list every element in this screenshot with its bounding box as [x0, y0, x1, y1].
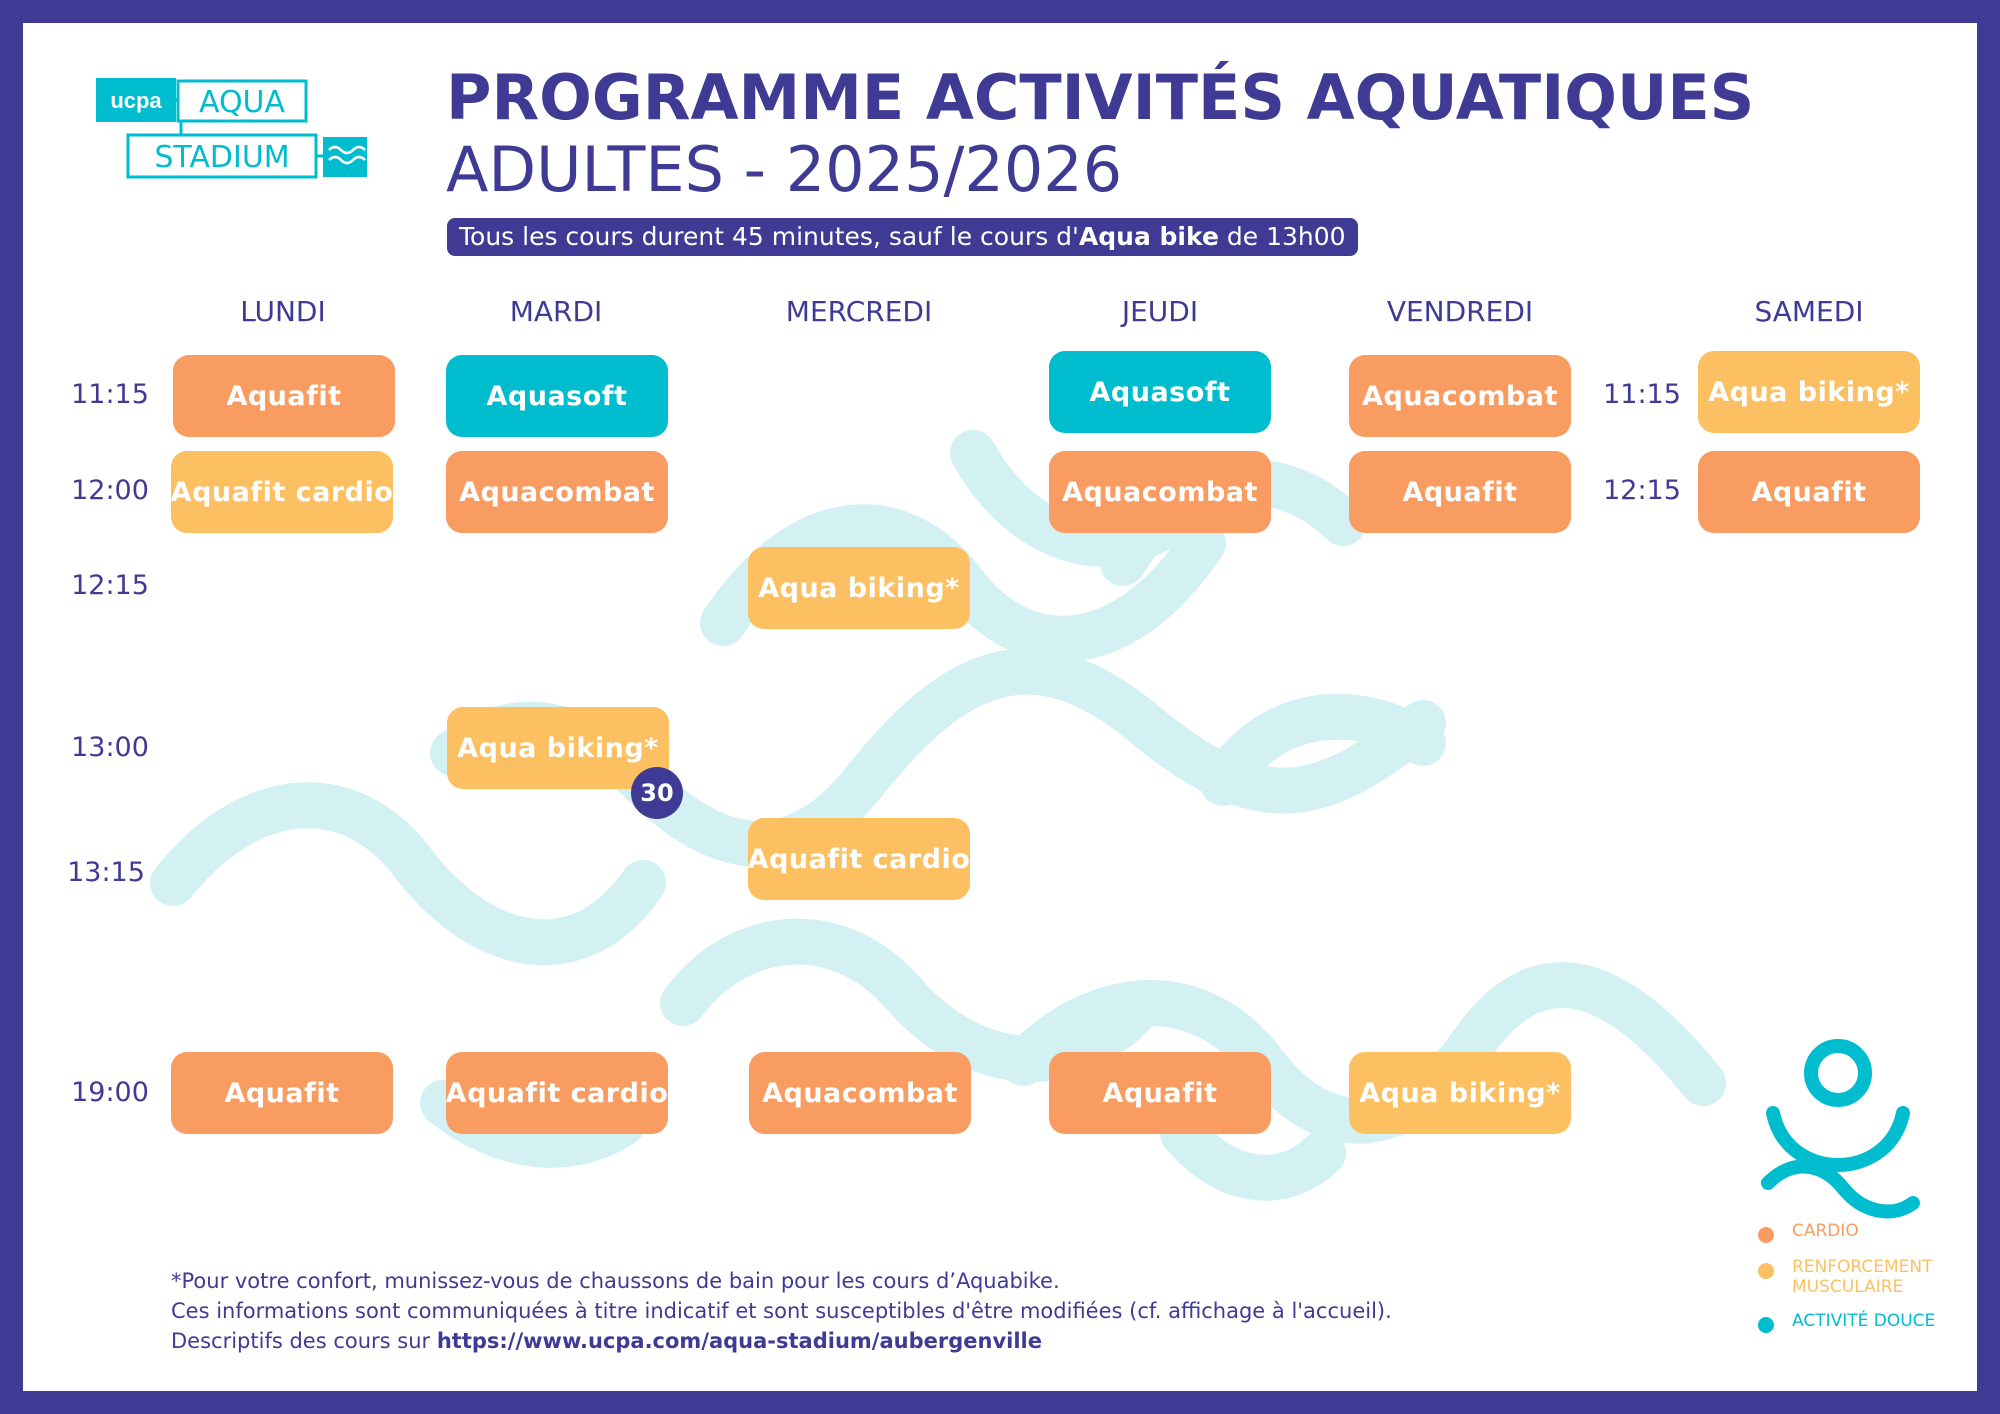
class-samedi-1115[interactable]: Aqua biking* [1698, 351, 1920, 433]
day-header-lundi: LUNDI [240, 295, 326, 328]
class-mercredi-1315[interactable]: Aquafit cardio [748, 818, 970, 900]
footer-line-link [171, 1326, 1392, 1356]
class-mardi-1115[interactable]: Aquasoft [446, 355, 668, 437]
duration-badge: 30 [631, 767, 683, 819]
class-jeudi-1900[interactable]: Aquafit [1049, 1052, 1271, 1134]
page-title: PROGRAMME ACTIVITÉS AQUATIQUES [446, 61, 1755, 134]
duration-notice [447, 218, 1358, 256]
legend-dot [1758, 1227, 1774, 1243]
notice-text: Tous les cours durent 45 minutes, sauf le cours d' [459, 222, 1079, 251]
class-lundi-1115[interactable]: Aquafit [173, 355, 395, 437]
class-mardi-1300[interactable]: Aqua biking* [447, 707, 669, 789]
class-mercredi-1900[interactable]: Aquacombat [749, 1052, 971, 1134]
legend-item-cardio [1758, 1221, 1973, 1243]
day-header-mardi: MARDI [509, 295, 603, 328]
class-vendredi-1115[interactable]: Aquacombat [1349, 355, 1571, 437]
website-link[interactable]: https://www.ucpa.com/aqua-stadium/aubergenville [436, 1329, 1042, 1353]
day-header-vendredi: VENDREDI [1386, 295, 1534, 328]
legend-item-douce [1758, 1311, 1973, 1333]
footer-line-disclaimer: Ces informations sont communiquées à titre indicatif et sont susceptibles d'être modifiées (cf. affichage à l'accueil). [171, 1299, 1392, 1323]
logo-stadium-text: STADIUM [154, 140, 290, 175]
legend-dot [1758, 1317, 1774, 1333]
time-label: 12:15 [71, 570, 149, 601]
legend [1758, 1221, 1973, 1347]
class-mercredi-1215[interactable]: Aqua biking* [748, 547, 970, 629]
class-mardi-1900[interactable]: Aquafit cardio [446, 1052, 668, 1134]
class-lundi-1200[interactable]: Aquafit cardio [171, 451, 393, 533]
footer-link-prefix: Descriptifs des cours sur [171, 1329, 437, 1353]
ucpa-wordmark: ucpa [110, 88, 162, 113]
swimmer-icon [1753, 1033, 1923, 1233]
day-header-samedi: SAMEDI [1754, 295, 1864, 328]
ucpa-aqua-stadium-logo [71, 78, 371, 208]
page-subtitle: ADULTES - 2025/2026 [446, 133, 1123, 206]
day-header-mercredi: MERCREDI [785, 295, 933, 328]
time-label-samedi: 11:15 [1603, 379, 1681, 410]
notice-bold: Aqua bike [1078, 222, 1219, 251]
footer-line-aquabike: *Pour votre confort, munissez-vous de chaussons de bain pour les cours d’Aquabike. [171, 1269, 1060, 1293]
class-mardi-1200[interactable]: Aquacombat [446, 451, 668, 533]
time-label: 12:00 [71, 475, 149, 506]
class-vendredi-1900[interactable]: Aqua biking* [1349, 1052, 1571, 1134]
time-label: 13:15 [67, 857, 145, 888]
time-label-samedi: 12:15 [1603, 475, 1681, 506]
class-samedi-1215[interactable]: Aquafit [1698, 451, 1920, 533]
notice-text-end: de 13h00 [1218, 222, 1346, 251]
time-label: 13:00 [71, 732, 149, 763]
class-vendredi-1200[interactable]: Aquafit [1349, 451, 1571, 533]
legend-item-renforcement [1758, 1257, 1973, 1297]
footer-notes [171, 1266, 1392, 1356]
class-jeudi-1200[interactable]: Aquacombat [1049, 451, 1271, 533]
class-lundi-1900[interactable]: Aquafit [171, 1052, 393, 1134]
time-label: 19:00 [71, 1077, 149, 1108]
time-label: 11:15 [71, 379, 149, 410]
legend-label: ACTIVITÉ DOUCE [1792, 1311, 1936, 1331]
poster [23, 23, 1977, 1391]
day-header-jeudi: JEUDI [1121, 295, 1199, 328]
legend-label: RENFORCEMENT MUSCULAIRE [1792, 1257, 1933, 1297]
legend-dot [1758, 1263, 1774, 1279]
logo-aqua-text: AQUA [198, 85, 286, 120]
legend-label: CARDIO [1792, 1221, 1859, 1241]
class-jeudi-1115[interactable]: Aquasoft [1049, 351, 1271, 433]
